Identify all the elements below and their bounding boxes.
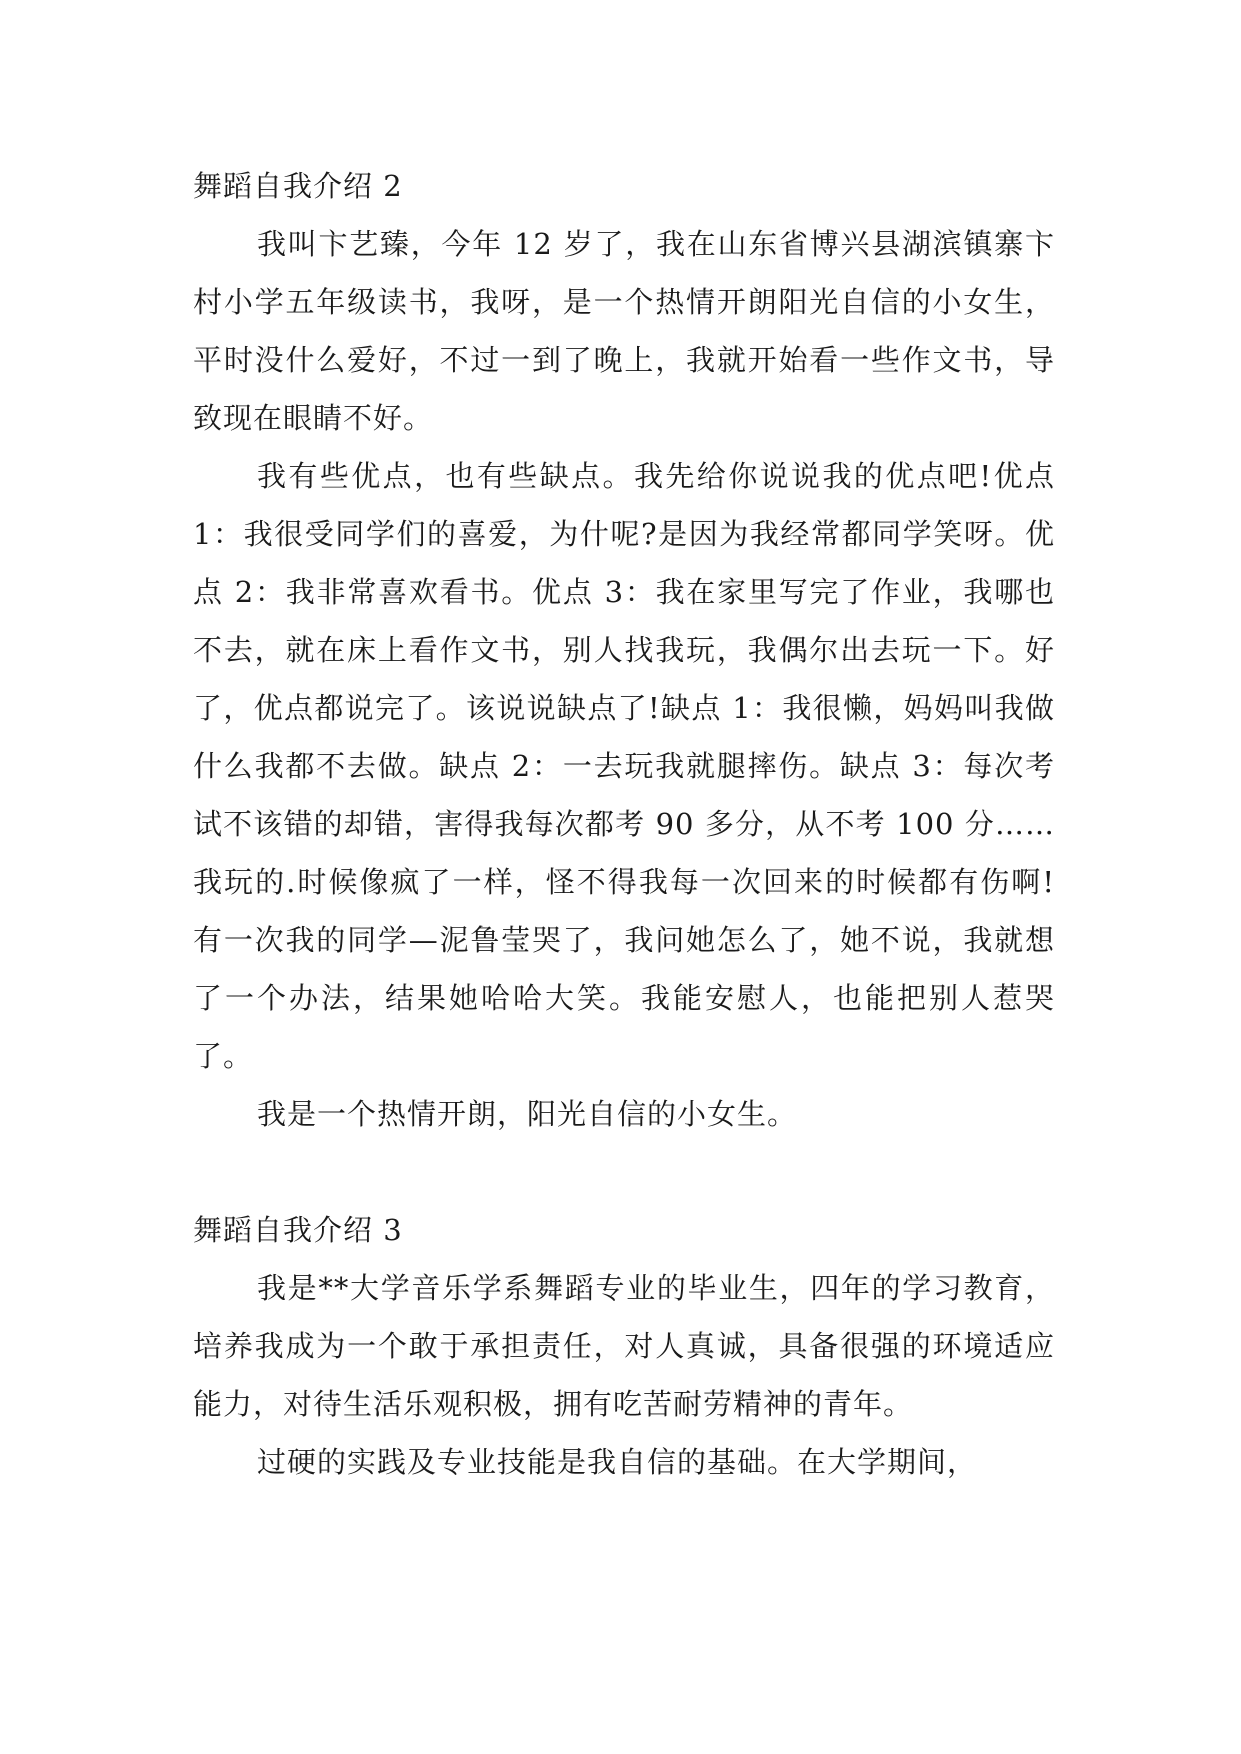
document-page [193,157,1055,1491]
section-title: 舞蹈自我介绍 3 [193,1213,403,1247]
paragraph: 我有些优点，也有些缺点。我先给你说说我的优点吧!优点 1：我很受同学们的喜爱，为什呢?是因为我经常都同学笑呀。优点 2：我非常喜欢看书。优点 3：我在家里写完了作业，我哪也不去，就在床上看作文书，别人找我玩，我偶尔出去玩一下。好了，优点都说完了。该说说缺点了!缺点 1：我很懒，妈妈叫我做什么我都不去做。缺点 2：一去玩我就腿摔伤。缺点 3：每次考试不该错的却错，害得我每次都考 90 多分，从不考 100 分……我玩的.时候像疯了一样，怪不得我每一次回来的时候都有伤啊!有一次我的同学—泥鲁莹哭了，我问她怎么了，她不说，我就想了一个办法，结果她哈哈大笑。我能安慰人，也能把别人惹哭了。 [193,459,1055,1073]
section-dance-intro-3 [193,1201,1055,1491]
paragraph: 我叫卞艺臻，今年 12 岁了，我在山东省博兴县湖滨镇寨卞村小学五年级读书，我呀，是一个热情开朗阳光自信的小女生，平时没什么爱好，不过一到了晚上，我就开始看一些作文书，导致现在眼睛不好。 [193,227,1055,435]
section-dance-intro-2 [193,157,1055,1143]
section-title: 舞蹈自我介绍 2 [193,169,403,203]
paragraph: 过硬的实践及专业技能是我自信的基础。在大学期间， [257,1445,978,1479]
paragraph: 我是**大学音乐学系舞蹈专业的毕业生，四年的学习教育，培养我成为一个敢于承担责任，对人真诚，具备很强的环境适应能力，对待生活乐观积极，拥有吃苦耐劳精神的青年。 [193,1271,1055,1421]
section-spacer [193,1143,1055,1201]
paragraph: 我是一个热情开朗，阳光自信的小女生。 [257,1097,798,1131]
